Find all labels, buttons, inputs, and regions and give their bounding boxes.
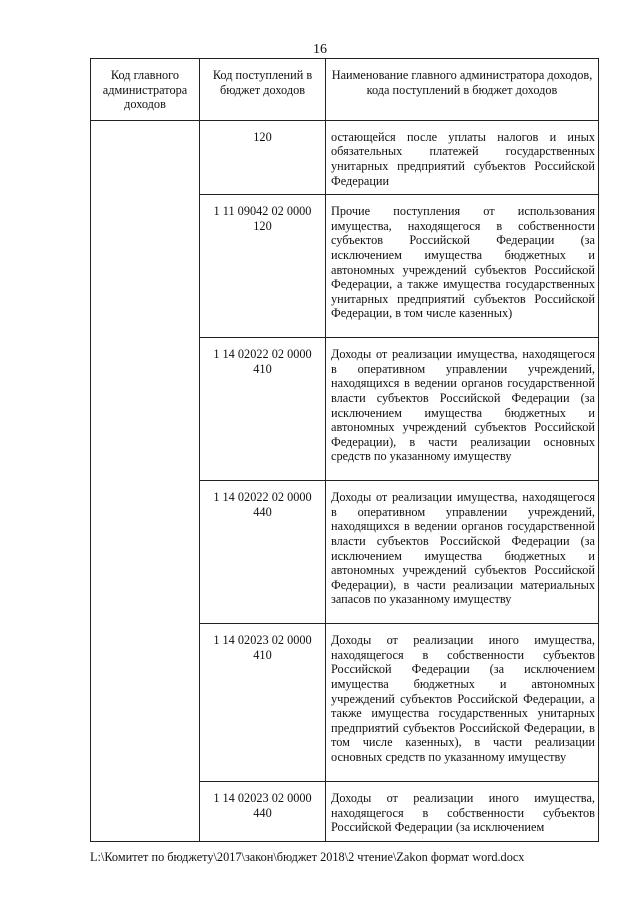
- revenue-code-cell: 1 14 02022 02 0000 410: [200, 338, 326, 481]
- revenue-codes-table: [90, 58, 599, 842]
- revenue-code-cell: 120: [200, 120, 326, 194]
- revenue-code-cell: 1 14 02022 02 0000 440: [200, 481, 326, 624]
- name-cell: [326, 481, 599, 624]
- admin-code-cell: [91, 120, 200, 841]
- name-text: Доходы от реализации имущества, находящегося в оперативном управлении учреждений, находящихся в ведении органов государственной власти субъектов Российской Федерации (за исключением имущества бюджетных и автономных учреждений субъектов Российской Федерации), в части реализации основных средств по указанному имуществу: [331, 347, 595, 464]
- document-file-path: L:\Комитет по бюджету\2017\закон\бюджет 2018\2 чтение\Zakon формат word.docx: [90, 850, 525, 864]
- revenue-code-cell: 1 11 09042 02 0000 120: [200, 195, 326, 338]
- name-cell: [326, 120, 599, 194]
- name-cell: [326, 782, 599, 842]
- name-cell: [326, 338, 599, 481]
- header-admin-code: Код главного администратора доходов: [91, 59, 200, 121]
- name-cell: [326, 195, 599, 338]
- page-number: 16: [313, 42, 327, 57]
- name-text: Прочие поступления от использования имущества, находящегося в собственности субъектов Российской Федерации (за исключением имущества бюджетных и автономных учреждений субъектов Российской Федерации, а также имущества государственных унитарных предприятий субъектов Российской Федерации, в том числе казенных): [331, 204, 595, 321]
- revenue-code-cell: 1 14 02023 02 0000 440: [200, 782, 326, 842]
- revenue-code-cell: 1 14 02023 02 0000 410: [200, 624, 326, 782]
- table-row: [91, 120, 599, 194]
- table-header-row: [91, 59, 599, 121]
- name-text: Доходы от реализации имущества, находящегося в оперативном управлении учреждений, находящихся в ведении органов государственной власти субъектов Российской Федерации (за исключением имущества бюджетных и автономных учреждений субъектов Российской Федерации), в части реализации материальных запасов по указанному имуществу: [331, 490, 595, 607]
- name-text: Доходы от реализации иного имущества, находящегося в собственности субъектов Российской Федерации (за исключением имущества бюджетных и автономных учреждений субъектов Российской Федерации, а также имущества государственных унитарных предприятий субъектов Российской Федерации, в том числе казенных), в части реализации основных средств по указанному имуществу: [331, 633, 595, 764]
- header-revenue-code: Код поступлений в бюджет доходов: [200, 59, 326, 121]
- name-text: Доходы от реализации иного имущества, находящегося в собственности субъектов Российской Федерации (за исключением: [331, 791, 595, 835]
- name-cell: [326, 624, 599, 782]
- name-text: остающейся после уплаты налогов и иных обязательных платежей государственных унитарных предприятий субъектов Российской Федерации: [331, 129, 595, 188]
- header-name: Наименование главного администратора доходов, кода поступлений в бюджет доходов: [326, 59, 599, 121]
